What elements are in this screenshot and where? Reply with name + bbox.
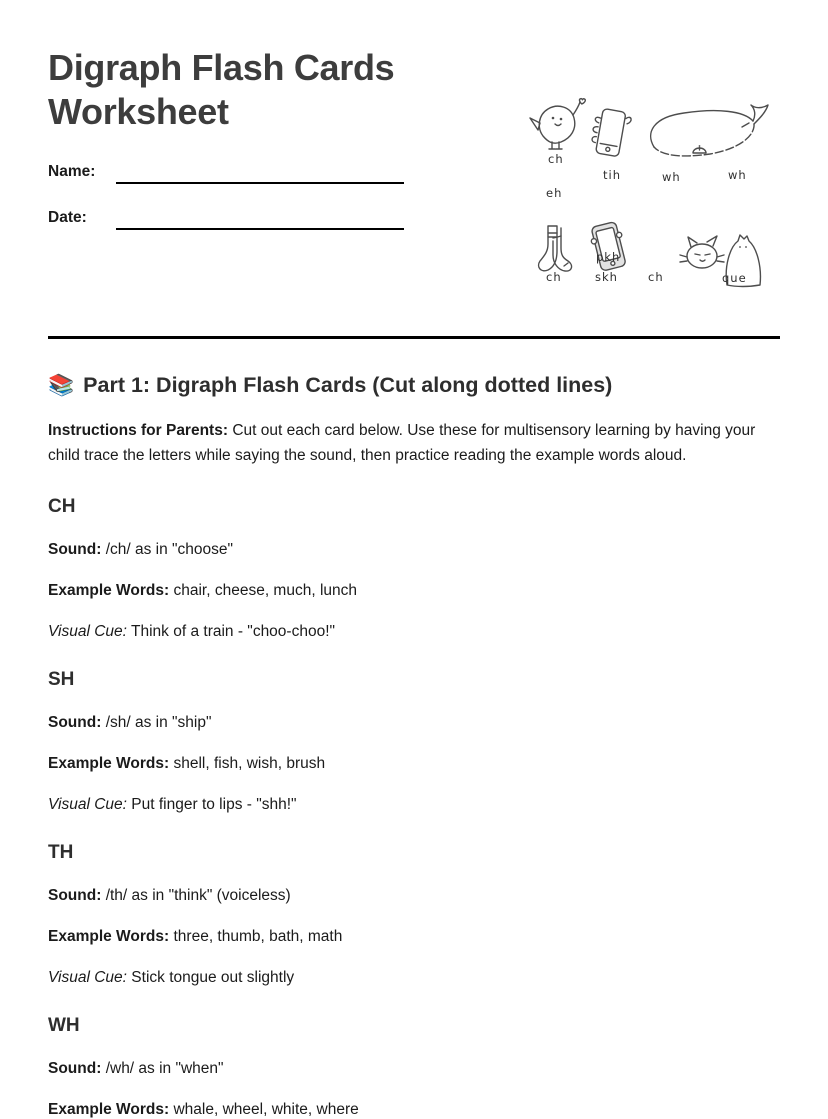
phone-hand-doodle-icon bbox=[589, 107, 632, 158]
visual-cue-row bbox=[48, 968, 780, 987]
digraph-card bbox=[48, 669, 780, 814]
example-words-value: three, thumb, bath, math bbox=[173, 928, 343, 945]
parent-instructions bbox=[48, 418, 780, 468]
page-title: Digraph Flash Cards Worksheet bbox=[48, 47, 395, 132]
sound-value: /th/ as in "think" (voiceless) bbox=[105, 887, 291, 904]
whale-doodle-icon bbox=[651, 105, 768, 156]
doodle-label: que bbox=[722, 271, 747, 285]
visual-cue-value: Think of a train - "choo-choo!" bbox=[131, 623, 336, 640]
name-write-line bbox=[116, 164, 404, 184]
sound-row bbox=[48, 540, 780, 559]
digraph-card bbox=[48, 1015, 780, 1119]
doodle-label: ch bbox=[548, 152, 564, 166]
doodle-label: eh bbox=[546, 186, 563, 200]
part1-heading-text: Part 1: Digraph Flash Cards (Cut along dotted lines) bbox=[83, 373, 613, 397]
doodle-label: wh bbox=[728, 168, 747, 182]
doodle-label: skh bbox=[595, 270, 618, 284]
digraph-heading: WH bbox=[48, 1015, 80, 1036]
sound-row bbox=[48, 713, 780, 732]
cat-doodle-icon bbox=[680, 235, 760, 287]
doodle-label: pkh bbox=[596, 250, 621, 264]
bird-doodle-icon bbox=[530, 99, 585, 149]
doodle-illustration bbox=[526, 96, 778, 297]
sound-value: /sh/ as in "ship" bbox=[105, 714, 212, 731]
instructions-text: Cut out each card below. Use these for multisensory learning by having your child trace the letters while saying the sound, then practice reading the example words aloud. bbox=[48, 422, 756, 464]
example-words-value: shell, fish, wish, brush bbox=[173, 755, 326, 772]
digraph-heading: SH bbox=[48, 669, 75, 690]
cards-container bbox=[48, 496, 780, 1119]
part1-heading bbox=[48, 373, 780, 398]
divider-rule bbox=[48, 336, 780, 339]
visual-cue-row bbox=[48, 622, 780, 641]
date-label: Date: bbox=[48, 209, 87, 226]
visual-cue-row bbox=[48, 795, 780, 814]
instructions-label: Instructions for Parents: bbox=[48, 422, 228, 439]
example-words-label: Example Words: bbox=[48, 582, 170, 599]
digraph-heading: TH bbox=[48, 842, 74, 863]
sound-label: Sound: bbox=[48, 541, 102, 558]
sound-label: Sound: bbox=[48, 1060, 102, 1077]
example-words-row bbox=[48, 754, 780, 773]
sound-label: Sound: bbox=[48, 887, 102, 904]
visual-cue-label: Visual Cue: bbox=[48, 796, 127, 813]
doodle-illustration-svg bbox=[526, 96, 778, 292]
sound-label: Sound: bbox=[48, 714, 102, 731]
visual-cue-value: Put finger to lips - "shh!" bbox=[131, 796, 297, 813]
visual-cue-label: Visual Cue: bbox=[48, 969, 127, 986]
doodle-label: wh bbox=[662, 170, 681, 184]
visual-cue-label: Visual Cue: bbox=[48, 623, 127, 640]
digraph-card bbox=[48, 842, 780, 987]
example-words-label: Example Words: bbox=[48, 928, 170, 945]
doodle-label: ch bbox=[546, 270, 562, 284]
sound-row bbox=[48, 1059, 780, 1078]
example-words-row bbox=[48, 1100, 780, 1119]
example-words-row bbox=[48, 927, 780, 946]
example-words-value: whale, wheel, white, where bbox=[173, 1101, 359, 1118]
example-words-label: Example Words: bbox=[48, 1101, 170, 1118]
visual-cue-value: Stick tongue out slightly bbox=[131, 969, 295, 986]
digraph-card bbox=[48, 496, 780, 641]
digraph-heading: CH bbox=[48, 496, 76, 517]
sound-value: /wh/ as in "when" bbox=[105, 1060, 224, 1077]
sound-value: /ch/ as in "choose" bbox=[105, 541, 234, 558]
sock-doodle-icon bbox=[539, 226, 572, 271]
sound-row bbox=[48, 886, 780, 905]
example-words-label: Example Words: bbox=[48, 755, 170, 772]
books-emoji-icon: 📚 bbox=[48, 373, 75, 397]
doodle-label: tih bbox=[603, 168, 621, 182]
example-words-value: chair, cheese, much, lunch bbox=[173, 582, 358, 599]
example-words-row bbox=[48, 581, 780, 600]
date-write-line bbox=[116, 210, 404, 230]
doodle-label: ch bbox=[648, 270, 664, 284]
name-label: Name: bbox=[48, 163, 96, 180]
phone-doodle-icon bbox=[588, 221, 629, 272]
